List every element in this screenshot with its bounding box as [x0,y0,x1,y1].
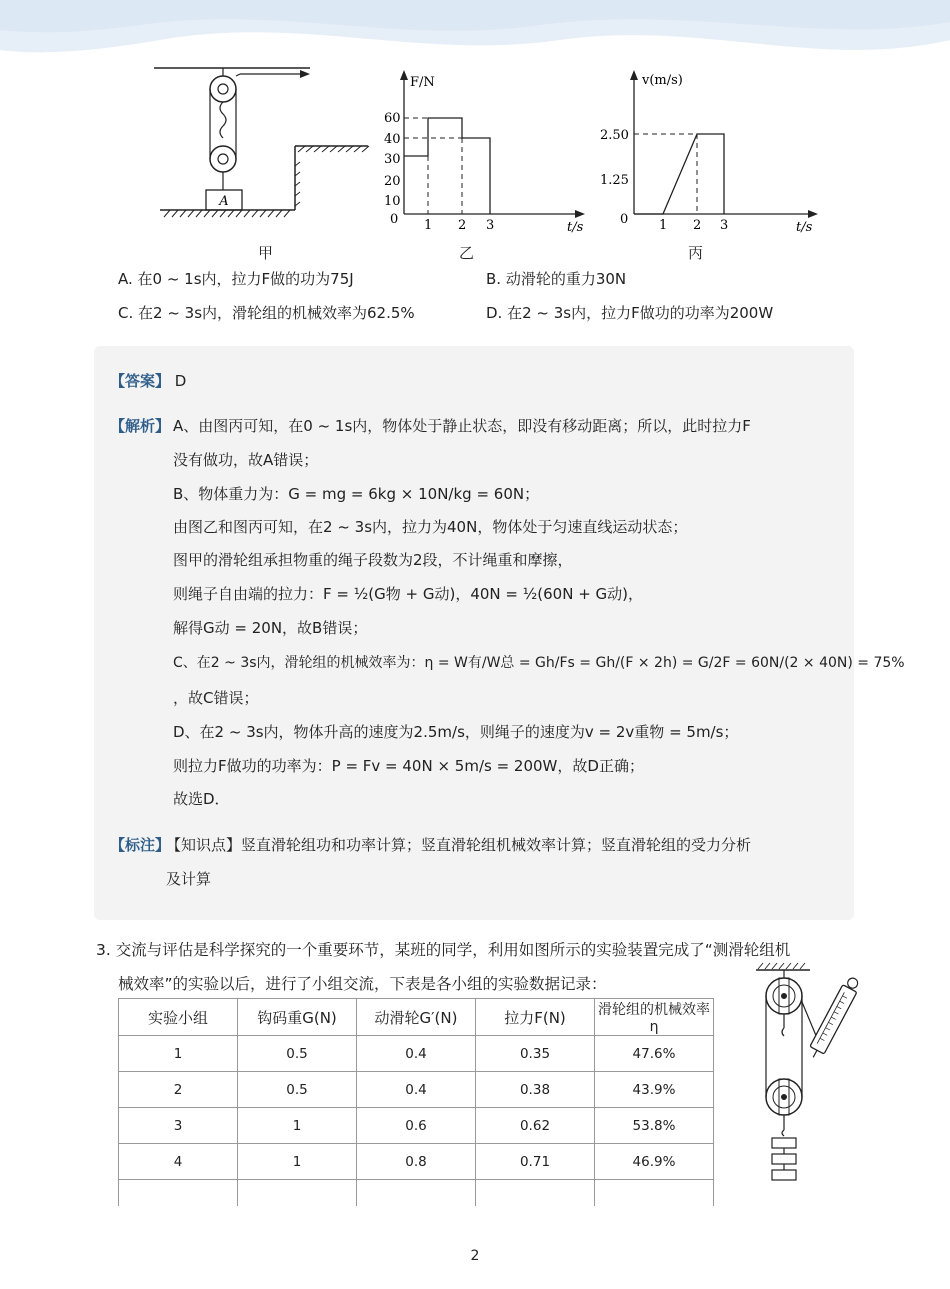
question3-line-2: 械效率”的实验以后，进行了小组交流，下表是各小组的实验数据记录： [118,975,607,993]
answer-row [110,370,186,391]
analysis-line-10: D、在2 ~ 3s内，物体升高的速度为2.5m/s，则绳子的速度为v = 2v重物 = 5m/s； [173,723,739,741]
table-cell: 0.38 [476,1072,595,1108]
header-wave-decoration [0,0,950,70]
table-cell: 0.8 [357,1144,476,1180]
analysis-line-2: 没有做功，故A错误； [173,451,319,469]
yi-origin: 0 [390,212,399,227]
yi-x-tick-1: 1 [424,218,433,233]
figure-jia-pulley [150,62,380,222]
table-header: 拉力F(N) [476,999,595,1036]
analysis-line-6: 则绳子自由端的拉力：F = ½(G物 + G动)，40N = ½(60N + G动)， [173,585,644,603]
note-tag: 【标注】 [110,836,171,854]
table-row [119,1036,714,1072]
table-cell [476,1180,595,1207]
experiment-table [118,998,714,1206]
table-row [119,1072,714,1108]
table-header-row [119,999,714,1036]
analysis-tag: 【解析】 [110,417,171,435]
analysis-line-9: ，故C错误； [173,689,259,707]
table-cell [119,1180,238,1207]
note-line-2: 及计算 [166,870,212,888]
bing-y-tick-250: 2.50 [600,128,629,143]
analysis-line-5: 图甲的滑轮组承担物重的绳子段数为2段，不计绳重和摩擦， [173,551,573,569]
figure-yi-force-graph [370,66,600,238]
table-cell: 53.8% [595,1108,714,1144]
option-a: A. 在0 ~ 1s内，拉力F做的功为75J [118,270,354,288]
option-c: C. 在2 ~ 3s内，滑轮组的机械效率为62.5% [118,304,415,322]
yi-x-tick-2: 2 [458,218,467,233]
option-b: B. 动滑轮的重力30N [486,270,627,288]
option-d: D. 在2 ~ 3s内，拉力F做功的功率为200W [486,304,774,322]
analysis-line-3: B、物体重力为：G = mg = 6kg × 10N/kg = 60N； [173,485,540,503]
bing-x-tick-3: 3 [720,218,729,233]
table-cell: 0.71 [476,1144,595,1180]
table-header: 动滑轮G′(N) [357,999,476,1036]
table-cell [595,1180,714,1207]
table-cell: 0.5 [238,1072,357,1108]
table-cell: 0.4 [357,1036,476,1072]
table-cell: 2 [119,1072,238,1108]
table-header: 钩码重G(N) [238,999,357,1036]
answer-value: D [174,372,187,390]
analysis-line-8: C、在2 ~ 3s内，滑轮组的机械效率为：η = W有/W总 = Gh/Fs = Gh/(F × 2h) = G/2F = 60N/(2 × 40N) = 75% [173,655,905,671]
analysis-line-1: A、由图丙可知，在0 ~ 1s内，物体处于静止状态，即没有移动距离；所以，此时拉力F [173,417,751,435]
table-cell: 43.9% [595,1072,714,1108]
table-cell: 3 [119,1108,238,1144]
figure-pulley-apparatus [752,962,862,1184]
table-row [119,1144,714,1180]
table-row-empty [119,1180,714,1207]
bing-origin: 0 [620,212,629,227]
table-cell: 1 [119,1036,238,1072]
yi-y-tick-20: 20 [384,174,401,189]
yi-x-tick-3: 3 [486,218,495,233]
table-row [119,1108,714,1144]
yi-y-tick-40: 40 [384,132,401,147]
block-a-label: A [219,194,229,209]
bing-y-tick-125: 1.25 [600,173,629,188]
figure-yi-caption: 乙 [459,244,475,262]
analysis-line-11: 则拉力F做功的功率为：P = Fv = 40N × 5m/s = 200W，故D正确； [173,757,644,775]
question3-line-1: 3. 交流与评估是科学探究的一个重要环节，某班的同学，利用如图所示的实验装置完成了“测滑轮组机 [96,941,791,959]
table-cell: 0.4 [357,1072,476,1108]
table-cell: 0.6 [357,1108,476,1144]
table-cell [357,1180,476,1207]
figure-bing-velocity-graph [596,66,826,238]
page-number: 2 [470,1248,480,1264]
table-cell: 47.6% [595,1036,714,1072]
table-header: 实验小组 [119,999,238,1036]
figure-bing-caption: 丙 [688,244,704,262]
table-cell [238,1180,357,1207]
answer-tag: 【答案】 [110,372,171,390]
bing-x-tick-1: 1 [659,218,668,233]
yi-y-tick-60: 60 [384,111,401,126]
bing-x-axis-label: t/s [796,220,813,235]
table-cell: 46.9% [595,1144,714,1180]
table-header: 滑轮组的机械效率η [595,999,714,1036]
table-cell: 1 [238,1144,357,1180]
table-cell: 0.5 [238,1036,357,1072]
table-cell: 1 [238,1108,357,1144]
note-line-1: 【知识点】竖直滑轮组功和功率计算；竖直滑轮组机械效率计算；竖直滑轮组的受力分析 [166,836,752,854]
yi-y-axis-label: F/N [410,75,435,90]
yi-x-axis-label: t/s [567,220,584,235]
table-cell: 0.35 [476,1036,595,1072]
yi-y-tick-10: 10 [384,194,401,209]
bing-y-axis-label: v(m/s) [642,73,683,88]
analysis-line-12: 故选D． [173,790,230,808]
table-cell: 0.62 [476,1108,595,1144]
analysis-line-7: 解得G动 = 20N，故B错误； [173,619,368,637]
analysis-line-4: 由图乙和图丙可知，在2 ~ 3s内，拉力为40N，物体处于匀速直线运动状态； [173,518,688,536]
figure-jia-caption: 甲 [258,244,274,262]
bing-x-tick-2: 2 [693,218,702,233]
yi-y-tick-30: 30 [384,152,401,167]
table-cell: 4 [119,1144,238,1180]
